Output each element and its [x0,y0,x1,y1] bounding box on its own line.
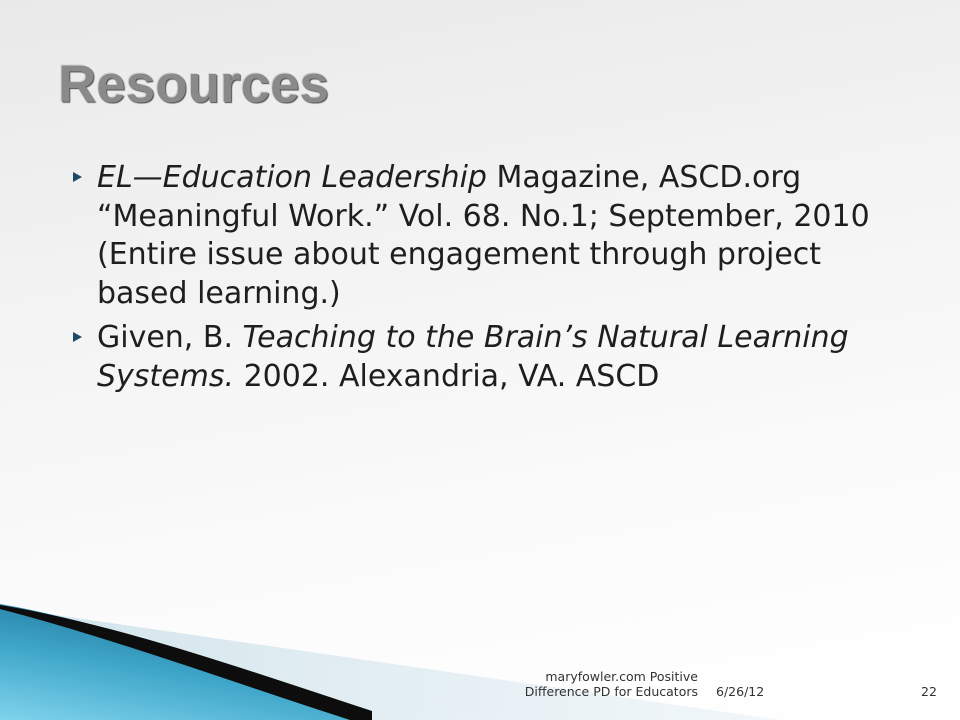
issue-details: “Meaningful Work.” Vol. 68. No.1; September, 2010 [97,198,870,234]
issue-note: (Entire issue about engagement through project [97,237,822,272]
corner-swoosh-decoration [0,595,780,720]
book-publication: 2002. Alexandria, VA. ASCD [234,358,660,394]
footer-line: Difference PD for Educators [524,684,698,699]
bullet-list [97,159,870,396]
slide-number: 22 [921,684,937,699]
bullet-line [97,236,870,275]
book-author: Given, B. [97,320,243,355]
triangle-bullet-icon [73,172,82,182]
slide-title: Resources [58,55,330,114]
issue-note-end: based learning.) [97,275,341,311]
bullet-line [97,159,870,198]
book-title: Teaching to the Brain’s Natural Learning [242,320,849,355]
book-title-end: Systems. [97,358,235,394]
bullet-line [97,275,870,314]
footer-text [500,669,698,699]
triangle-bullet-icon [73,332,82,342]
bullet-line [97,358,870,397]
magazine-publisher: Magazine, ASCD.org [486,160,802,195]
bullet-item-given-book [97,319,870,396]
bullet-item-el-magazine [97,159,870,313]
magazine-title: EL—Education Leadership [97,160,487,195]
bullet-line [97,198,870,237]
footer-line: maryfowler.com Positive [545,669,698,684]
bullet-line [97,319,870,358]
footer-date: 6/26/12 [716,684,765,699]
